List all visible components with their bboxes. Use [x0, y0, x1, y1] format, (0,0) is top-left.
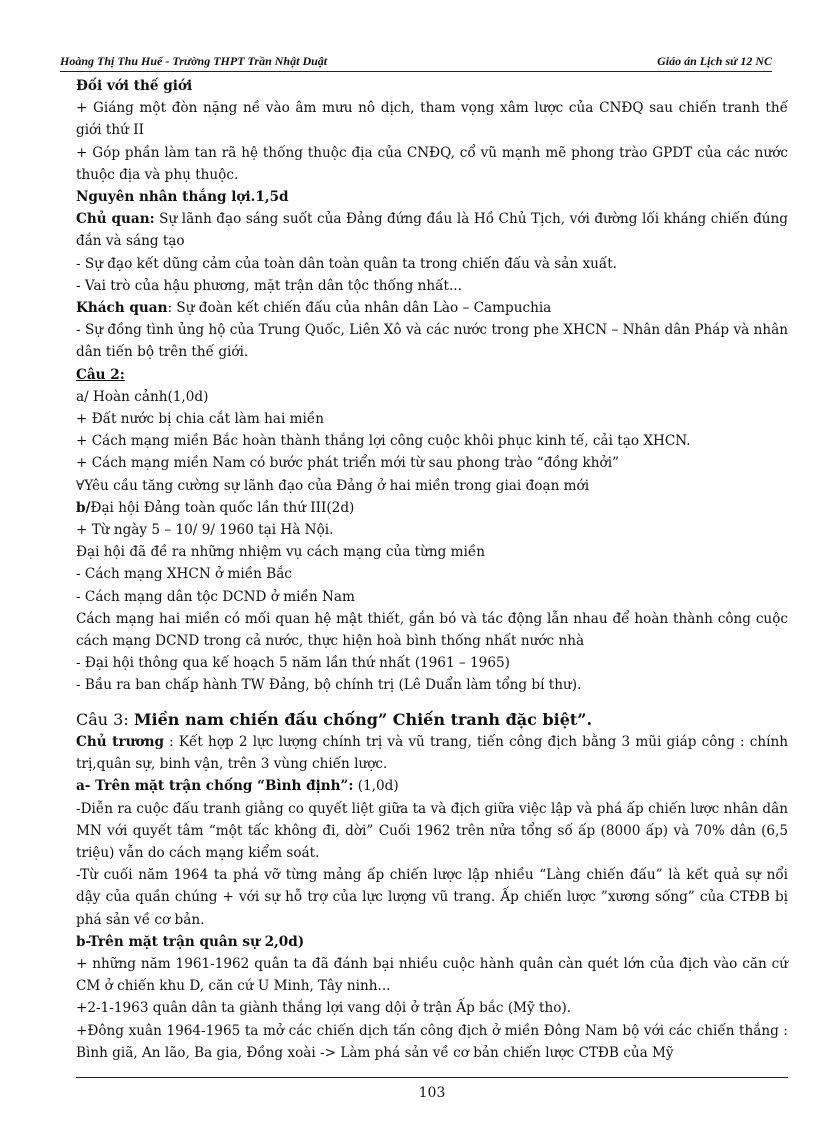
heading-causes: Nguyên nhân thắng lợi.1,5d [76, 189, 289, 206]
paragraph: - Đại hội thông qua kế hoạch 5 năm lần thứ nhất (1961 – 1965) [76, 655, 510, 672]
paragraph: + Đất nước bị chia cắt làm hai miền [76, 411, 324, 428]
arrow-icon: ∀ [76, 477, 85, 494]
paragraph: + Cách mạng miền Nam có bước phát triển mới từ sau phong trào “đồng khởi” [76, 455, 619, 472]
paragraph: a/ Hoàn cảnh(1,0d) [76, 388, 209, 405]
paragraph: Đại hội đã đề ra những nhiệm vụ cách mạng của từng miền [76, 544, 486, 561]
footer-divider [76, 1077, 788, 1078]
paragraph: +2-1-1963 quân dân ta giành thắng lợi vang dội ở trận Ấp bắc (Mỹ tho). [76, 1000, 572, 1017]
paragraph: b/Đại hội Đảng toàn quốc lần thứ III(2d) [76, 499, 355, 516]
header-title: Giáo án Lịch sử 12 NC [657, 54, 772, 68]
paragraph: - Vai trò của hậu phương, mặt trận dân tộc thống nhất... [76, 277, 462, 294]
label-objective: Khách quan [76, 300, 168, 317]
paragraph: - Sự đồng tình ủng hộ của Trung Quốc, Liên Xô và các nước trong phe XHCN – Nhân dân Pháp và nhân dân tiến bộ trên thế giới. [76, 322, 788, 361]
paragraph: Chủ trương : Kết hợp 2 lực lượng chính trị và vũ trang, tiến công địch bằng 3 mũi giáp công : chính trị,quân sự, binh vận, trên 3 vùng chiến lược. [76, 733, 788, 773]
paragraph: a- Trên mặt trận chống “Bình định”: (1,0d) [76, 778, 399, 795]
paragraph: Chủ quan: Sự lãnh đạo sáng suốt của Đảng đứng đầu là Hồ Chủ Tịch, với đường lối kháng chiến đúng đắn và sáng tạo [76, 211, 788, 250]
document-body [76, 75, 788, 1064]
paragraph: - Cách mạng XHCN ở miền Bắc [76, 566, 292, 583]
page-number: 103 [418, 1085, 446, 1101]
paragraph: + Giáng một đòn nặng nề vào âm mưu nô dịch, tham vọng xâm lược của CNĐQ sau chiến tranh thế giới thứ II [76, 100, 788, 139]
paragraph: + những năm 1961-1962 quân ta đã đánh bại nhiều cuộc hành quân càn quét lớn của địch vào căn cứ CM ở chiến khu D, căn cứ U Minh, Tây ninh... [76, 955, 788, 995]
paragraph: ∀Yêu cầu tăng cường sự lãnh đạo của Đảng ở hai miền trong giai đoạn mới [76, 477, 590, 494]
heading-question-3: Câu 3: Miền nam chiến đấu chống” Chiến tranh đặc biệt”. [76, 709, 593, 729]
paragraph: Cách mạng hai miền có mối quan hệ mật thiết, gắn bó và tác động lẫn nhau để hoàn thành công cuộc cách mạng DCND trong cả nước, thực hiện hoà bình thống nhất nước nhà [76, 610, 788, 650]
page-header [60, 53, 772, 72]
heading-military: b-Trên mặt trận quân sự 2,0d) [76, 933, 305, 950]
paragraph: + Cách mạng miền Bắc hoàn thành thắng lợi công cuộc khôi phục kinh tế, cải tạo XHCN. [76, 433, 691, 450]
heading-world: Đối với thế giới [76, 78, 193, 94]
paragraph: +Đông xuân 1964-1965 ta mở các chiến dịch tấn công địch ở miền Đông Nam bộ với các chiến thắng : Bình giã, An lão, Ba gia, Đồng xoài -> Làm phá sản về cơ bản chiến lược CTĐB của Mỹ [76, 1022, 788, 1061]
paragraph: - Sự đạo kết dũng cảm của toàn dân toàn quân ta trong chiến đấu và sản xuất. [76, 255, 618, 272]
header-author: Hoàng Thị Thu Huế - Trường THPT Trần Nhật Duật [60, 54, 328, 68]
paragraph: -Diễn ra cuộc đấu tranh giằng co quyết liệt giữa ta và địch giữa việc lập và phá ấp chiến lược nhân dân MN với quyết tâm “một tấc không đi, dời” Cuối 1962 trên nửa tổng số ấp (8000 ấp) và 70% dân (6,5 triệu) vẫn do cách mạng kiểm soát. [76, 800, 788, 861]
paragraph: -Từ cuối năm 1964 ta phá vỡ từng mảng ấp chiến lược lập nhiều “Làng chiến đấu” là kết quả sự nổi dậy của quần chúng + với sự hỗ trợ của lực lượng vũ trang. Ấp chiến lược ”xương sống” của CTĐB bị phá sản về cơ bản. [76, 867, 788, 928]
label-subjective: Chủ quan: [76, 211, 155, 228]
paragraph: + Từ ngày 5 – 10/ 9/ 1960 tại Hà Nội. [76, 522, 334, 539]
paragraph: - Bầu ra ban chấp hành TW Đảng, bộ chính trị (Lê Duẩn làm tổng bí thư). [76, 677, 582, 694]
heading-question-2: Câu 2: [76, 366, 125, 383]
paragraph: Khách quan: Sự đoàn kết chiến đấu của nhân dân Lào – Campuchia [76, 300, 552, 317]
paragraph: - Cách mạng dân tộc DCND ở miền Nam [76, 588, 355, 605]
paragraph: + Góp phần làm tan rã hệ thống thuộc địa của CNĐQ, cổ vũ mạnh mẽ phong trào GPDT của các nước thuộc địa và phụ thuộc. [76, 144, 788, 183]
